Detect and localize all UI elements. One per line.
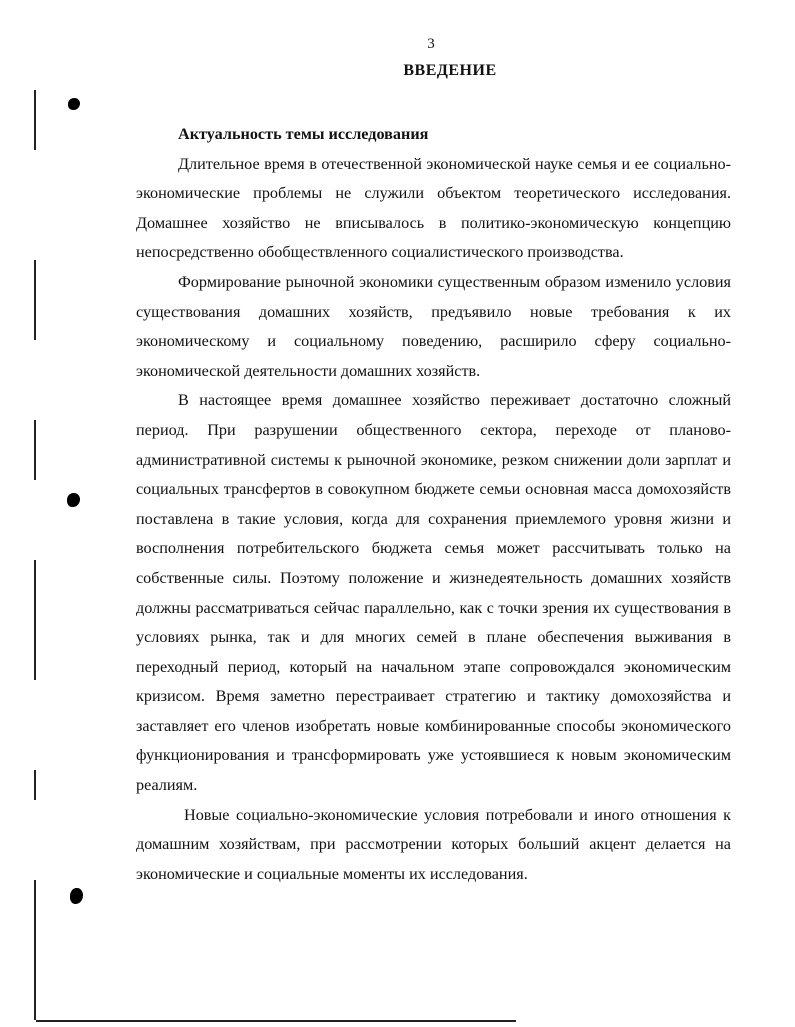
margin-line — [34, 260, 36, 340]
margin-line — [34, 880, 36, 1020]
bottom-scan-line — [36, 1020, 516, 1022]
body-text — [136, 120, 731, 889]
paragraph: Новые социально-экономические условия потребовали и иного отношения к домашним хозяйствам, при рассмотрении которых больший акцент делается на экономические и социальные моменты их исследования. — [136, 805, 731, 883]
punch-hole-mark — [68, 98, 80, 110]
paragraph: В настоящее время домашнее хозяйство переживает достаточно сложный период. При разрушении общественного сектора, переходе от планово-административной системы к рыночной экономике, резком снижении доли зарплат и социальных трансфертов в совокупном бюджете семьи основная масса домохозяйств поставлена в такие условия, когда для сохранения приемлемого уровня жизни и восполнения потребительского бюджета семья может рассчитывать только на собственные силы. Поэтому положение и жизнедеятельность домашних хозяйств должны рассматриваться сейчас параллельно, как с точки зрения их существования в условиях рынка, так и для многих семей в плане обеспечения выживания в переходный период, который на начальном этапе сопровождался экономическим кризисом. Время заметно перестраивает стратегию и тактику домохозяйства и заставляет его членов изобретать новые комбинированные способы экономического функционирования и трансформировать уже устоявшиеся к новым экономическим реалиям. — [136, 391, 731, 795]
margin-line — [34, 90, 36, 150]
punch-hole-mark — [67, 493, 80, 507]
margin-line — [34, 420, 36, 480]
margin-line — [34, 770, 36, 800]
paragraph: Формирование рыночной экономики существенным образом изменило условия существования домашних хозяйств, предъявило новые требования к их экономическому и социальному поведению, расширило сферу социально-экономической деятельности домашних хозяйств. — [136, 272, 731, 380]
punch-hole-mark — [70, 888, 83, 904]
section-heading: Актуальность темы исследования — [178, 125, 429, 143]
page-number: 3 — [427, 36, 435, 52]
paragraph: Длительное время в отечественной экономической науке семья и ее социально-экономические проблемы не служили объектом теоретического исследования. Домашнее хозяйство не вписывалось в политико-экономическую концепцию непосредственно обобществленного социалистического производства. — [136, 154, 731, 262]
page-title: ВВЕДЕНИЕ — [403, 62, 497, 79]
margin-line — [34, 560, 36, 680]
